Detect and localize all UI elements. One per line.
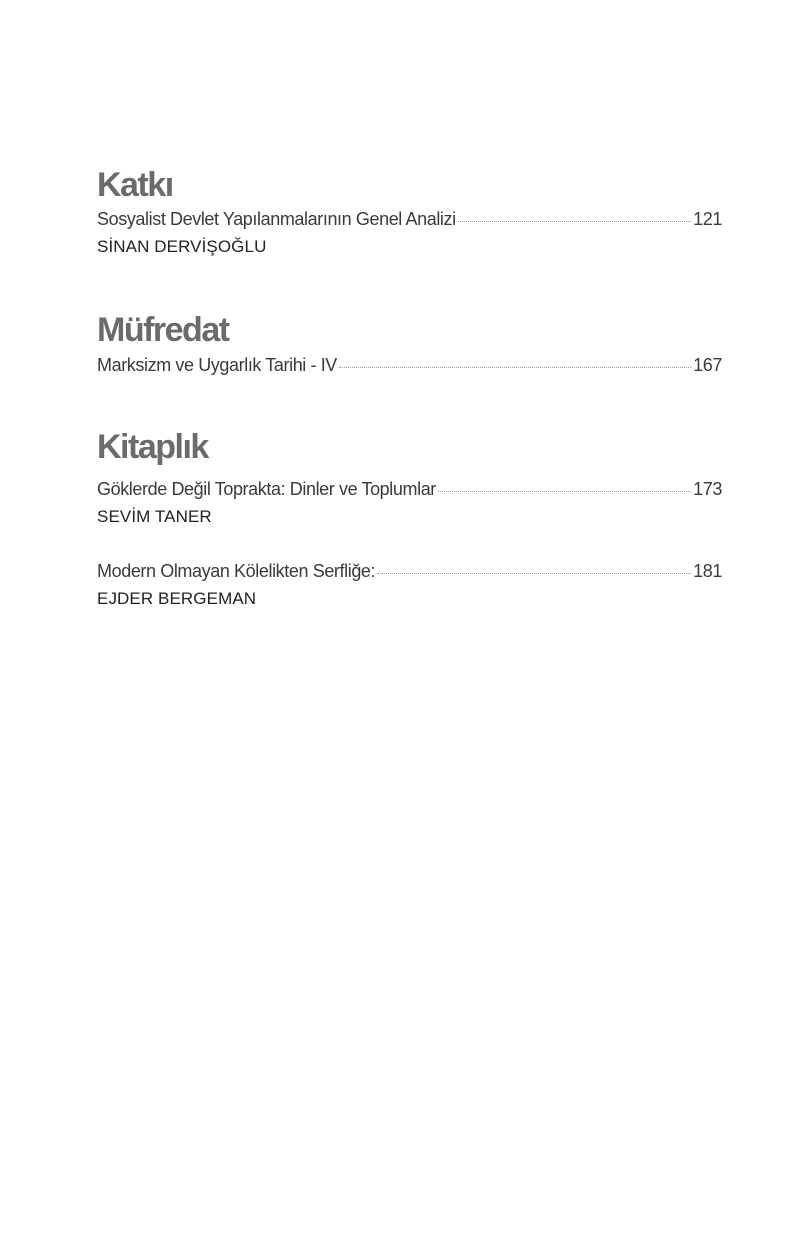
toc-entry[interactable] [97, 478, 722, 528]
toc-entry-line [97, 354, 722, 376]
entry-author: SEVİM TANER [97, 507, 212, 526]
dot-leader [377, 573, 691, 574]
page-number: 173 [693, 479, 722, 499]
toc-entry-line [97, 560, 722, 582]
page-number: 181 [693, 561, 722, 581]
page-number: 121 [693, 209, 722, 229]
section-heading: Katkı [97, 166, 173, 204]
dot-leader [438, 491, 691, 492]
dot-leader [458, 221, 691, 222]
toc-entry[interactable] [97, 354, 722, 376]
page-number: 167 [693, 355, 722, 375]
toc-entry[interactable] [97, 560, 722, 610]
toc-entry[interactable] [97, 208, 722, 258]
toc-entry-line [97, 208, 722, 230]
section-heading: Kitaplık [97, 428, 208, 466]
entry-author: SİNAN DERVİŞOĞLU [97, 237, 267, 256]
entry-title: Modern Olmayan Kölelikten Serfliğe: [97, 561, 376, 581]
toc-entry-line [97, 478, 722, 500]
entry-author: EJDER BERGEMAN [97, 589, 257, 608]
section-heading: Müfredat [97, 311, 229, 349]
entry-title: Marksizm ve Uygarlık Tarihi - IV [97, 355, 337, 375]
dot-leader [339, 367, 691, 368]
entry-title: Sosyalist Devlet Yapılanmalarının Genel Analizi [97, 209, 456, 229]
entry-title: Göklerde Değil Toprakta: Dinler ve Toplumlar [97, 479, 436, 499]
